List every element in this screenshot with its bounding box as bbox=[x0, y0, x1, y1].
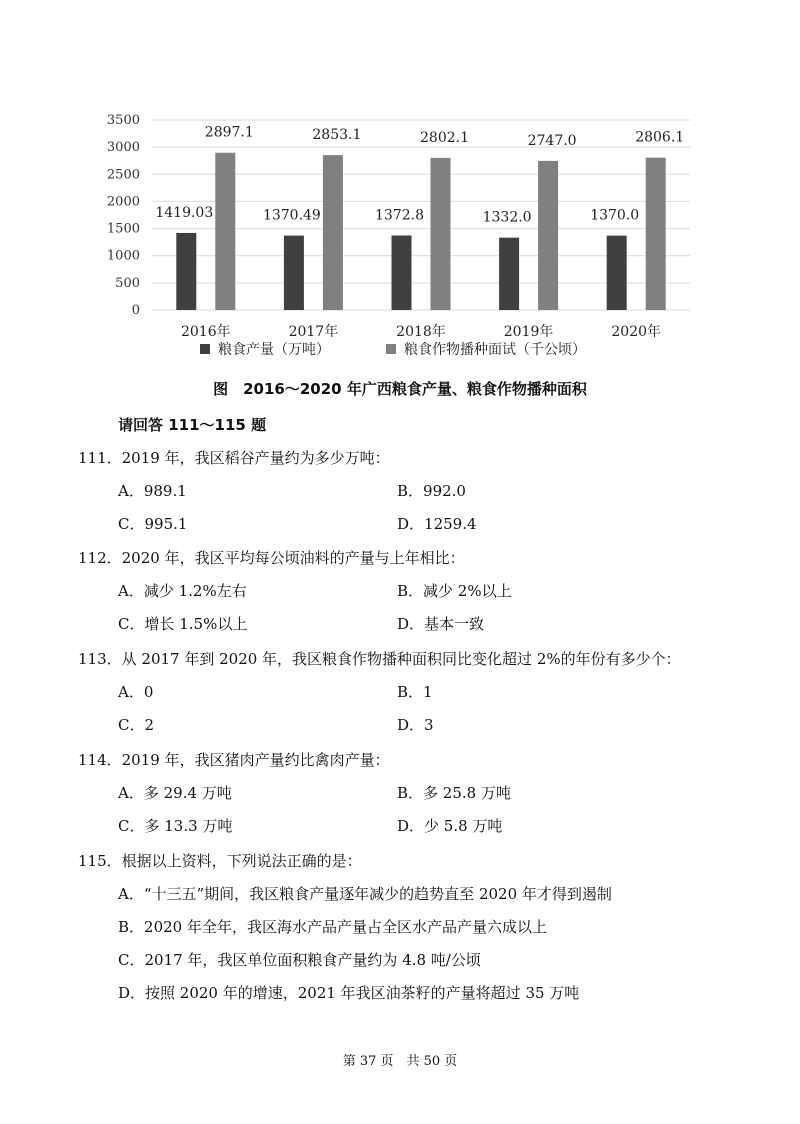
option-115-b: B．2020 年全年，我区海水产品产量占全区水产品产量六成以上 bbox=[118, 918, 547, 936]
data-label-1-3: 2747.0 bbox=[527, 132, 577, 149]
data-label-0-0: 1419.03 bbox=[155, 204, 214, 221]
data-label-0-2: 1372.8 bbox=[375, 207, 424, 224]
option-111-a: A．989.1 bbox=[118, 482, 187, 500]
bar-0-2 bbox=[392, 235, 412, 310]
x-tick-label-3: 2019年 bbox=[503, 324, 554, 340]
option-115-a: A．“十三五”期间，我区粮食产量逐年减少的趋势直至 2020 年才得到遏制 bbox=[118, 885, 612, 903]
instruction: 请回答 111～115 题 bbox=[118, 416, 267, 434]
option-111-c: C．995.1 bbox=[118, 515, 188, 533]
bar-0-1 bbox=[284, 236, 304, 310]
bar-1-3 bbox=[538, 161, 558, 310]
page-footer: 第 37 页 共 50 页 bbox=[342, 1054, 458, 1069]
y-tick-label-0: 0 bbox=[131, 303, 140, 318]
bar-0-4 bbox=[607, 236, 627, 310]
legend-swatch-1 bbox=[386, 344, 396, 354]
bar-0-3 bbox=[499, 238, 519, 310]
legend-label-0: 粮食产量（万吨） bbox=[218, 342, 330, 358]
option-112-b: B．减少 2%以上 bbox=[397, 582, 512, 600]
y-tick-label-5: 2500 bbox=[106, 167, 140, 183]
question-111: 111．2019 年，我区稻谷产量约为多少万吨： bbox=[78, 449, 390, 467]
x-tick-label-0: 2016年 bbox=[180, 324, 231, 340]
question-114: 114．2019 年，我区猪肉产量约比禽肉产量： bbox=[78, 751, 390, 769]
x-tick-label-4: 2020年 bbox=[611, 324, 662, 340]
y-tick-label-2: 1000 bbox=[106, 248, 140, 264]
data-label-1-0: 2897.1 bbox=[204, 124, 254, 141]
option-111-d: D．1259.4 bbox=[397, 515, 477, 533]
bar-1-4 bbox=[646, 158, 666, 310]
bar-1-1 bbox=[323, 155, 343, 310]
data-label-1-4: 2806.1 bbox=[635, 129, 685, 146]
option-114-c: C．多 13.3 万吨 bbox=[118, 817, 233, 835]
question-115: 115．根据以上资料，下列说法正确的是： bbox=[78, 852, 362, 870]
option-113-a: A．0 bbox=[118, 683, 154, 701]
bar-0-0 bbox=[176, 233, 196, 310]
option-115-d: D．按照 2020 年的增速，2021 年我区油茶籽的产量将超过 35 万吨 bbox=[118, 984, 580, 1002]
x-tick-label-1: 2017年 bbox=[288, 324, 339, 340]
option-113-d: D．3 bbox=[397, 716, 434, 734]
option-114-d: D．少 5.8 万吨 bbox=[397, 817, 503, 835]
y-tick-label-6: 3000 bbox=[106, 140, 140, 156]
option-112-c: C．增长 1.5%以上 bbox=[118, 615, 248, 633]
bar-chart bbox=[0, 100, 800, 370]
question-112: 112．2020 年，我区平均每公顷油料的产量与上年相比： bbox=[78, 549, 465, 567]
y-tick-label-7: 3500 bbox=[106, 113, 140, 128]
data-label-0-3: 1332.0 bbox=[482, 209, 532, 226]
legend-label-1: 粮食作物播种面试（千公顷） bbox=[404, 342, 586, 358]
option-113-c: C．2 bbox=[118, 716, 155, 734]
data-label-0-1: 1370.49 bbox=[262, 207, 321, 224]
option-112-d: D．基本一致 bbox=[397, 615, 485, 633]
bar-1-2 bbox=[431, 158, 451, 310]
y-tick-label-1: 500 bbox=[115, 275, 140, 291]
option-112-a: A．减少 1.2%左右 bbox=[118, 582, 247, 600]
x-tick-label-2: 2018年 bbox=[396, 324, 446, 340]
option-115-c: C．2017 年，我区单位面积粮食产量约为 4.8 吨/公顷 bbox=[118, 951, 481, 969]
data-label-1-2: 2802.1 bbox=[420, 129, 469, 146]
question-113: 113．从 2017 年到 2020 年，我区粮食作物播种面积同比变化超过 2%的年份有多少个： bbox=[78, 650, 681, 668]
data-label-1-1: 2853.1 bbox=[312, 127, 362, 144]
option-114-b: B．多 25.8 万吨 bbox=[397, 784, 511, 802]
option-113-b: B．1 bbox=[397, 683, 433, 701]
option-114-a: A．多 29.4 万吨 bbox=[118, 784, 232, 802]
y-tick-label-3: 1500 bbox=[106, 221, 140, 237]
option-111-b: B．992.0 bbox=[397, 482, 466, 500]
figure-caption: 图 2016～2020 年广西粮食产量、粮食作物播种面积 bbox=[213, 380, 587, 398]
bar-1-0 bbox=[215, 153, 235, 310]
legend-swatch-0 bbox=[200, 344, 210, 354]
data-label-0-4: 1370.0 bbox=[590, 207, 640, 224]
y-tick-label-4: 2000 bbox=[106, 194, 140, 210]
